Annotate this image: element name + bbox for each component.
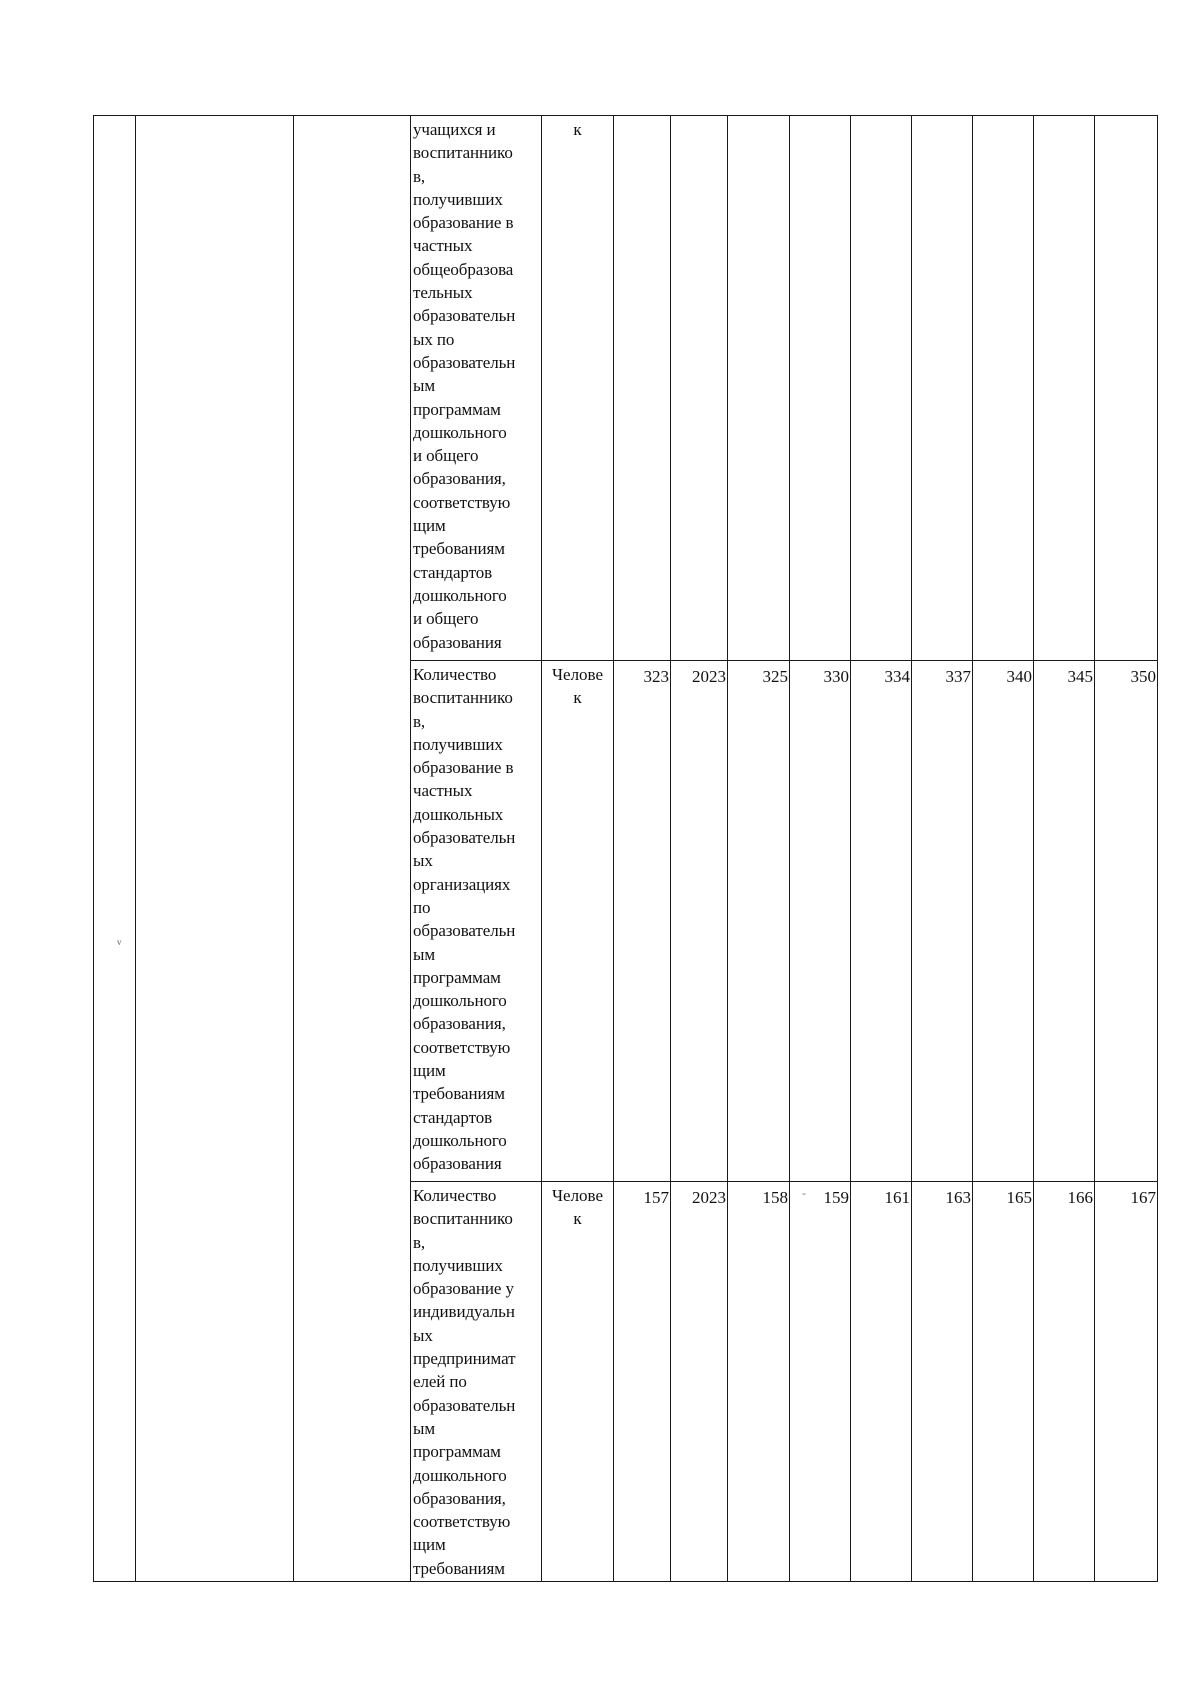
value-cell [912, 116, 973, 661]
indicator-cell: учащихся и воспитаннико в, получивших образование в частных общеобразова тельных образовательн ых по образовательн ым программам дошкольного и общего образования, соответствую щим требованиям стандартов дошкольного и общего образования [411, 116, 542, 661]
value-cell: 334 [851, 661, 912, 1182]
base-value-cell: 157 [614, 1182, 671, 1582]
scan-speck: - [802, 1186, 806, 1200]
indicator-cell: Количество воспитаннико в, получивших образование у индивидуальн ых предпринимат елей по образовательн ым программам дошкольного образования, соответствую щим требованиям [411, 1182, 542, 1582]
value-cell: 350 [1095, 661, 1158, 1182]
value-cell: 325 [728, 661, 790, 1182]
value-cell: 340 [973, 661, 1034, 1182]
unit-cell: к [542, 116, 614, 661]
base-year-cell [671, 116, 728, 661]
value-cell: 166 [1034, 1182, 1095, 1582]
base-year-cell: 2023 [671, 1182, 728, 1582]
base-value-cell [614, 116, 671, 661]
value-cell: 167 [1095, 1182, 1158, 1582]
value-cell [790, 116, 851, 661]
table-row [94, 116, 1158, 661]
value-cell: 165 [973, 1182, 1034, 1582]
value-cell: 345 [1034, 661, 1095, 1182]
value-cell [728, 116, 790, 661]
value-cell: 163 [912, 1182, 973, 1582]
indicator-table [93, 115, 1158, 1582]
value-cell [973, 116, 1034, 661]
program-cell [136, 116, 294, 1582]
value-cell: 330 [790, 661, 851, 1182]
base-value-cell: 323 [614, 661, 671, 1182]
value-cell [1095, 116, 1158, 661]
value-cell: 337 [912, 661, 973, 1182]
base-year-cell: 2023 [671, 661, 728, 1182]
unit-cell: Челове к [542, 661, 614, 1182]
task-cell [294, 116, 411, 1582]
value-cell: 161 [851, 1182, 912, 1582]
value-cell: 159 [790, 1182, 851, 1582]
indicator-cell: Количество воспитаннико в, получивших образование в частных дошкольных образовательн ых организациях по образовательн ым программам дошкольного образования, соответствую щим требованиям стандартов дошкольного образования [411, 661, 542, 1182]
unit-cell: Челове к [542, 1182, 614, 1582]
value-cell [1034, 116, 1095, 661]
value-cell: 158 [728, 1182, 790, 1582]
value-cell [851, 116, 912, 661]
scan-speck: v [117, 937, 122, 947]
number-cell [94, 116, 136, 1582]
